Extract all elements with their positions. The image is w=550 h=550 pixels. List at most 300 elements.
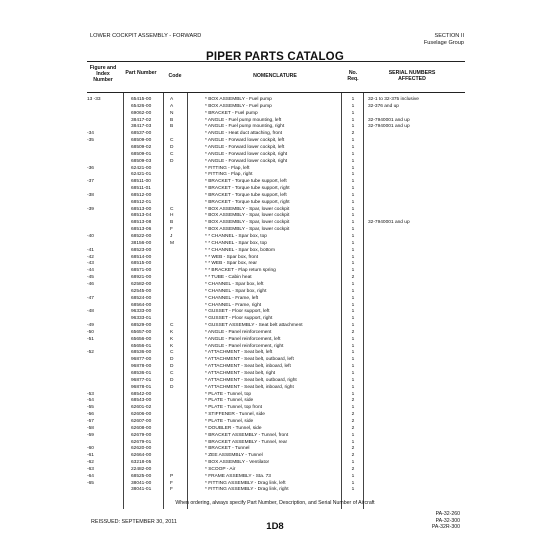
- part-number-cell: 68522-00: [131, 234, 152, 239]
- part-number-cell: 62545-00: [131, 288, 152, 294]
- nomenclature-cell: * FITTING - Flap, right: [205, 172, 253, 178]
- part-number-cell: 96878-00: [131, 364, 152, 370]
- quantity-cell: 1: [351, 103, 355, 109]
- quantity-cell: 2: [351, 425, 355, 431]
- table-row: [87, 398, 465, 404]
- figure-index-cell: -35: [87, 138, 94, 144]
- table-row: [87, 289, 465, 295]
- quantity-cell: 1: [351, 323, 355, 329]
- part-number-cell: 96333-00: [131, 309, 152, 315]
- table-row: [87, 296, 465, 302]
- nomenclature-cell: * ANGLE - Forward lower cockpit, right: [205, 151, 288, 157]
- nomenclature-cell: * BRACKET ASSEMBLY - Tunnel, rear: [205, 439, 288, 445]
- part-number-cell: 65415-00: [131, 97, 152, 102]
- table-row: [87, 446, 465, 452]
- figure-index-cell: -40: [87, 234, 94, 239]
- part-number-cell: 62608-00: [131, 425, 152, 431]
- figure-index-cell: -53: [87, 391, 94, 397]
- section-label: SECTION II: [434, 33, 464, 39]
- figure-index-cell: -57: [87, 418, 94, 424]
- quantity-cell: 1: [351, 97, 355, 102]
- figure-index-cell: -48: [87, 309, 94, 315]
- code-cell: D: [170, 384, 174, 390]
- part-number-cell: 96877-00: [131, 357, 152, 363]
- nomenclature-cell: * ANGLE - Fuel pump mounting, right: [205, 124, 285, 130]
- table-row: [87, 316, 465, 322]
- code-cell: P: [170, 473, 174, 479]
- quantity-cell: 1: [351, 192, 355, 198]
- part-number-cell: 38417-03: [131, 124, 152, 130]
- nomenclature-cell: * ANGLE - Forward lower cockpit, left: [205, 138, 285, 144]
- code-cell: A: [170, 97, 174, 102]
- nomenclature-cell: * BRACKET - Torque tube support, right: [205, 199, 290, 205]
- part-number-cell: 65426-00: [131, 103, 152, 109]
- part-number-cell: 68509-03: [131, 158, 152, 164]
- part-number-cell: 68515-00: [131, 261, 152, 267]
- part-number-cell: 38041-01: [131, 487, 152, 493]
- table-row: [87, 309, 465, 315]
- table-row: [87, 378, 465, 384]
- part-number-cell: 68513-06: [131, 227, 152, 233]
- nomenclature-cell: * BOX ASSEMBLY - Spar, lower cockpit: [205, 213, 290, 219]
- nomenclature-cell: * BOX ASSEMBLY - Ventilator: [205, 460, 270, 466]
- table-row: [87, 303, 465, 309]
- nomenclature-cell: * GUSSET - Floor support, left: [205, 309, 270, 315]
- table-row: [87, 392, 465, 398]
- nomenclature-cell: * PLATE - Tunnel, side: [205, 418, 254, 424]
- quantity-cell: 1: [351, 220, 355, 226]
- table-row: [87, 405, 465, 411]
- figure-index-cell: -36: [87, 165, 94, 171]
- quantity-cell: 2: [351, 398, 355, 404]
- nomenclature-cell: * ANGLE - Panel reinforcement, left: [205, 336, 281, 342]
- nomenclature-cell: * ATTACHMENT - Seat belt, right: [205, 371, 276, 376]
- code-cell: K: [170, 329, 174, 335]
- nomenclature-cell: * ANGLE - Fuel pump mounting, left: [205, 117, 282, 123]
- figure-index-cell: -58: [87, 425, 94, 431]
- quantity-cell: 2: [351, 418, 355, 424]
- nomenclature-cell: * FITTING ASSEMBLY - Drag link, left: [205, 480, 286, 486]
- quantity-cell: 1: [351, 206, 355, 212]
- table-body: [87, 93, 465, 509]
- part-number-cell: 96877-01: [131, 377, 152, 383]
- nomenclature-cell: * ATTACHMENT - Seat belt, outboard, left: [205, 357, 294, 363]
- table-row: [87, 131, 465, 137]
- table-row: [87, 275, 465, 281]
- figure-index-cell: -45: [87, 275, 94, 281]
- table-row: [87, 200, 465, 206]
- quantity-cell: 1: [351, 350, 355, 356]
- part-number-cell: 62606-00: [131, 412, 152, 418]
- figure-index-cell: -43: [87, 261, 94, 267]
- figure-index-cell: -52: [87, 350, 94, 356]
- part-number-cell: 62582-00: [131, 281, 152, 287]
- table-row: [87, 350, 465, 356]
- figure-index-cell: -49: [87, 323, 94, 329]
- quantity-cell: 1: [351, 405, 355, 411]
- quantity-cell: 2: [351, 412, 355, 418]
- nomenclature-cell: * BRACKET ASSEMBLY - Tunnel, front: [205, 432, 289, 438]
- quantity-cell: 1: [351, 487, 355, 493]
- table-row: [87, 166, 465, 172]
- part-number-cell: 68537-00: [131, 131, 152, 137]
- code-cell: H: [170, 213, 174, 219]
- table-row: [87, 453, 465, 459]
- code-cell: C: [170, 371, 174, 376]
- code-cell: C: [170, 138, 174, 144]
- code-cell: C: [170, 206, 174, 212]
- code-cell: B: [170, 220, 174, 226]
- quantity-cell: 1: [351, 172, 355, 178]
- quantity-cell: 1: [351, 234, 355, 239]
- serial-cell: 32-7940001 and up: [368, 220, 410, 226]
- table-row: [87, 282, 465, 288]
- nomenclature-cell: * CHANNEL - Spar box, left: [205, 281, 264, 287]
- part-number-cell: 68514-00: [131, 254, 152, 260]
- figure-index-cell: 13 -33: [87, 97, 101, 102]
- table-row: [87, 412, 465, 418]
- figure-index-cell: -63: [87, 466, 94, 472]
- nomenclature-cell: * BOX ASSEMBLY - Fuel pump: [205, 103, 272, 109]
- figure-index-cell: -61: [87, 453, 94, 459]
- nomenclature-cell: * ZEE ASSEMBLY - Tunnel: [205, 453, 263, 459]
- nomenclature-cell: * CHANNEL - Spar box, right: [205, 288, 267, 294]
- quantity-cell: 1: [351, 247, 355, 253]
- col-part-header: Part Number: [125, 70, 157, 76]
- col-req-header: No. Req.: [347, 70, 359, 82]
- code-cell: D: [170, 144, 174, 150]
- part-number-cell: 68542-00: [131, 391, 152, 397]
- nomenclature-cell: * * WEB - Spar box, rear: [205, 261, 257, 267]
- table-row: [87, 467, 465, 473]
- code-cell: C: [170, 323, 174, 329]
- nomenclature-cell: * DOUBLER - Tunnel, side: [205, 425, 262, 431]
- quantity-cell: 1: [351, 343, 355, 349]
- table-row: [87, 124, 465, 130]
- part-number-cell: 65656-00: [131, 336, 152, 342]
- table-row: [87, 268, 465, 274]
- table-row: [87, 213, 465, 219]
- table-row: [87, 460, 465, 466]
- table-row: [87, 186, 465, 192]
- parts-table: [87, 61, 465, 509]
- part-number-cell: 62620-00: [131, 446, 152, 452]
- table-row: [87, 385, 465, 391]
- code-cell: C: [170, 350, 174, 356]
- serial-cell: 32-7940001 and up: [368, 124, 410, 130]
- part-number-cell: 62664-00: [131, 453, 152, 459]
- quantity-cell: 1: [351, 138, 355, 144]
- quantity-cell: 1: [351, 439, 355, 445]
- table-row: [87, 419, 465, 425]
- nomenclature-cell: * CHANNEL - Frame, left: [205, 295, 259, 301]
- nomenclature-cell: * PLATE - Tunnel, top front: [205, 405, 262, 411]
- code-cell: F: [170, 480, 173, 486]
- part-number-cell: 69062-00: [131, 110, 152, 116]
- col-code-header: Code: [168, 73, 182, 79]
- part-number-cell: 68512-00: [131, 192, 152, 198]
- table-row: [87, 487, 465, 493]
- nomenclature-cell: * * TUBE - Cabin heat: [205, 275, 252, 281]
- quantity-cell: 1: [351, 460, 355, 466]
- part-number-cell: 68523-00: [131, 247, 152, 253]
- code-cell: D: [170, 158, 174, 164]
- serial-cell: 32-376 and up: [368, 103, 399, 109]
- figure-index-cell: -60: [87, 446, 94, 452]
- nomenclature-cell: * ANGLE - Forward lower cockpit, left: [205, 144, 285, 150]
- figure-index-cell: -44: [87, 268, 94, 274]
- figure-index-cell: -59: [87, 432, 94, 438]
- serial-cell: 32-7940001 and up: [368, 117, 410, 123]
- table-row: [87, 364, 465, 370]
- part-number-cell: 68524-00: [131, 295, 152, 301]
- quantity-cell: 1: [351, 227, 355, 233]
- part-number-cell: 68509-01: [131, 151, 152, 157]
- part-number-cell: 65657-00: [131, 329, 152, 335]
- nomenclature-cell: * BRACKET - Fuel pump: [205, 110, 258, 116]
- col-figure-header: Figure and Index Number: [89, 65, 117, 83]
- nomenclature-cell: * ANGLE - Heat duct attaching, front: [205, 131, 283, 137]
- quantity-cell: 1: [351, 336, 355, 342]
- quantity-cell: 1: [351, 391, 355, 397]
- model-label: PA-32R-300: [431, 524, 460, 530]
- nomenclature-cell: * BRACKET - Tunnel: [205, 446, 250, 452]
- quantity-cell: 2: [351, 446, 355, 452]
- part-number-cell: 68512-01: [131, 199, 152, 205]
- part-number-cell: 22482-00: [131, 466, 152, 472]
- table-row: [87, 255, 465, 261]
- quantity-cell: 1: [351, 158, 355, 164]
- quantity-cell: 1: [351, 240, 355, 246]
- table-row: [87, 337, 465, 343]
- table-row: [87, 248, 465, 254]
- part-number-cell: 62601-02: [131, 405, 152, 411]
- quantity-cell: 1: [351, 432, 355, 438]
- quantity-cell: 1: [351, 295, 355, 301]
- nomenclature-cell: * STIFFENER - Tunnel, side: [205, 412, 265, 418]
- figure-index-cell: -46: [87, 281, 94, 287]
- figure-index-cell: -47: [87, 295, 94, 301]
- part-number-cell: 62679-01: [131, 439, 152, 445]
- nomenclature-cell: * BOX ASSEMBLY - Fuel pump: [205, 97, 272, 102]
- quantity-cell: 1: [351, 110, 355, 116]
- table-row: [87, 179, 465, 185]
- nomenclature-cell: * FITTING - Flap, left: [205, 165, 250, 171]
- quantity-cell: 1: [351, 268, 355, 274]
- quantity-cell: 2: [351, 453, 355, 459]
- part-number-cell: 68511-00: [131, 179, 151, 185]
- quantity-cell: 1: [351, 316, 355, 322]
- part-number-cell: 68513-00: [131, 206, 152, 212]
- table-row: [87, 474, 465, 480]
- code-cell: D: [170, 364, 174, 370]
- part-number-cell: 38417-02: [131, 117, 152, 123]
- quantity-cell: 2: [351, 275, 355, 281]
- nomenclature-cell: * CHANNEL - Frame, right: [205, 302, 262, 308]
- part-number-cell: 68571-00: [131, 268, 152, 274]
- part-number-cell: 62421-01: [131, 172, 152, 178]
- table-row: [87, 145, 465, 151]
- part-number-cell: 96878-01: [131, 384, 152, 390]
- nomenclature-cell: * BRACKET - Torque tube support, left: [205, 192, 287, 198]
- nomenclature-cell: * BRACKET - Torque tube support, right: [205, 186, 290, 192]
- quantity-cell: 2: [351, 329, 355, 335]
- quantity-cell: 1: [351, 254, 355, 260]
- figure-index-cell: -38: [87, 192, 94, 198]
- code-cell: B: [170, 117, 174, 123]
- code-cell: C: [170, 151, 174, 157]
- nomenclature-cell: * * CHANNEL - Spar box, top: [205, 240, 267, 246]
- nomenclature-cell: * BOX ASSEMBLY - Spar, lower cockpit: [205, 220, 290, 226]
- part-number-cell: 68509-00: [131, 138, 152, 144]
- code-cell: B: [170, 124, 174, 130]
- part-number-cell: 96333-01: [131, 316, 152, 322]
- table-row: [87, 111, 465, 117]
- nomenclature-cell: * * CHANNEL - Spar box, top: [205, 234, 267, 239]
- quantity-cell: 2: [351, 466, 355, 472]
- part-number-cell: 63218-05: [131, 460, 152, 466]
- nomenclature-cell: * ATTACHMENT - Seat belt, outboard, right: [205, 377, 297, 383]
- page-number: 1D8: [266, 521, 284, 532]
- quantity-cell: 1: [351, 364, 355, 370]
- table-row: [87, 261, 465, 267]
- part-number-cell: 68564-00: [131, 302, 152, 308]
- figure-index-cell: -37: [87, 179, 94, 185]
- page-header-title: LOWER COCKPIT ASSEMBLY - FORWARD: [90, 33, 202, 39]
- figure-index-cell: -34: [87, 131, 94, 137]
- quantity-cell: 1: [351, 473, 355, 479]
- table-row: [87, 97, 465, 103]
- nomenclature-cell: * BOX ASSEMBLY - Spar, lower cockpit: [205, 227, 290, 233]
- quantity-cell: 1: [351, 288, 355, 294]
- table-row: [87, 104, 465, 110]
- code-cell: D: [170, 357, 174, 363]
- table-row: [87, 440, 465, 446]
- figure-index-cell: -41: [87, 247, 94, 253]
- reissued-date: REISSUED: SEPTEMBER 30, 2011: [91, 519, 177, 525]
- nomenclature-cell: * * BRACKET - Flap return spring: [205, 268, 276, 274]
- quantity-cell: 1: [351, 281, 355, 287]
- figure-index-cell: -64: [87, 473, 94, 479]
- figure-index-cell: -54: [87, 398, 94, 404]
- col-serial-header: SERIAL NUMBERS AFFECTED: [388, 70, 436, 82]
- quantity-cell: 1: [351, 302, 355, 308]
- part-number-cell: 68921-00: [131, 275, 152, 281]
- part-number-cell: 68513-04: [131, 213, 152, 219]
- part-number-cell: 68536-01: [131, 371, 152, 376]
- col-nomenclature-header: NOMENCLATURE: [253, 73, 297, 79]
- table-row: [87, 172, 465, 178]
- figure-index-cell: -50: [87, 329, 94, 335]
- table-row: [87, 234, 465, 240]
- nomenclature-cell: * BRACKET - Torque tube support, left: [205, 179, 287, 185]
- ordering-footnote: When ordering, always specify Part Number, Description, and Serial Number of Aircraft: [175, 500, 375, 506]
- table-row: [87, 323, 465, 329]
- table-row: [87, 118, 465, 124]
- quantity-cell: 1: [351, 165, 355, 171]
- table-row: [87, 481, 465, 487]
- nomenclature-cell: * GUSSET - Floor support, right: [205, 316, 273, 322]
- figure-index-cell: -39: [87, 206, 94, 212]
- code-cell: D: [170, 377, 174, 383]
- group-label: Fuselage Group: [423, 40, 464, 46]
- table-row: [87, 227, 465, 233]
- table-row: [87, 138, 465, 144]
- table-row: [87, 433, 465, 439]
- table-header: [87, 62, 465, 92]
- quantity-cell: 1: [351, 213, 355, 219]
- nomenclature-cell: * FRAME ASSEMBLY - Sta. 73: [205, 473, 271, 479]
- nomenclature-cell: * * WEB - Spar box, front: [205, 254, 259, 260]
- table-row: [87, 241, 465, 247]
- code-cell: K: [170, 343, 174, 349]
- quantity-cell: 1: [351, 117, 355, 123]
- figure-index-cell: -42: [87, 254, 94, 260]
- nomenclature-cell: * ATTACHMENT - Seat belt, inboard, right: [205, 384, 294, 390]
- quantity-cell: 1: [351, 309, 355, 315]
- figure-index-cell: -62: [87, 460, 94, 466]
- figure-index-cell: -56: [87, 412, 94, 418]
- part-number-cell: 68536-00: [131, 350, 152, 356]
- table-row: [87, 344, 465, 350]
- code-cell: M: [170, 240, 174, 246]
- table-row: [87, 371, 465, 377]
- part-number-cell: 38041-00: [131, 480, 152, 486]
- quantity-cell: 1: [351, 384, 355, 390]
- table-row: [87, 152, 465, 158]
- quantity-cell: 1: [351, 199, 355, 205]
- quantity-cell: 1: [351, 480, 355, 486]
- table-row: [87, 193, 465, 199]
- table-row: [87, 357, 465, 363]
- model-label: PA-32-300: [435, 517, 460, 524]
- code-cell: F: [170, 227, 173, 233]
- part-number-cell: 68509-02: [131, 144, 152, 150]
- part-number-cell: 68525-00: [131, 473, 152, 479]
- table-row: [87, 426, 465, 432]
- quantity-cell: 1: [351, 371, 355, 376]
- figure-index-cell: -51: [87, 336, 94, 342]
- part-number-cell: 68511-01: [131, 186, 151, 192]
- quantity-cell: 1: [351, 186, 355, 192]
- serial-cell: 32-1 to 32-375 inclusive: [368, 97, 419, 102]
- table-row: [87, 207, 465, 213]
- section-header: [424, 33, 464, 47]
- quantity-cell: 1: [351, 151, 355, 157]
- quantity-cell: 1: [351, 124, 355, 130]
- nomenclature-cell: * * CHANNEL - Spar box, bottom: [205, 247, 275, 253]
- nomenclature-cell: * FITTING ASSEMBLY - Drag link, right: [205, 487, 289, 493]
- nomenclature-cell: * ATTACHMENT - Seat belt, inboard, left: [205, 364, 291, 370]
- part-number-cell: 68529-00: [131, 323, 152, 329]
- quantity-cell: 2: [351, 131, 355, 137]
- quantity-cell: 1: [351, 261, 355, 267]
- nomenclature-cell: * PLATE - Tunnel, top: [205, 391, 252, 397]
- part-number-cell: 68543-00: [131, 398, 152, 404]
- aircraft-models: [432, 511, 460, 531]
- quantity-cell: 1: [351, 357, 355, 363]
- nomenclature-cell: * GUSSET ASSEMBLY - Seat belt attachment: [205, 323, 303, 329]
- nomenclature-cell: * ANGLE - Panel reinforcement, right: [205, 343, 284, 349]
- code-cell: N: [170, 110, 174, 116]
- quantity-cell: 1: [351, 179, 355, 185]
- nomenclature-cell: * PLATE - Tunnel, side: [205, 398, 254, 404]
- table-row: [87, 220, 465, 226]
- part-number-cell: 65656-01: [131, 343, 152, 349]
- part-number-cell: 68513-08: [131, 220, 152, 226]
- quantity-cell: 1: [351, 144, 355, 150]
- code-cell: A: [170, 103, 174, 109]
